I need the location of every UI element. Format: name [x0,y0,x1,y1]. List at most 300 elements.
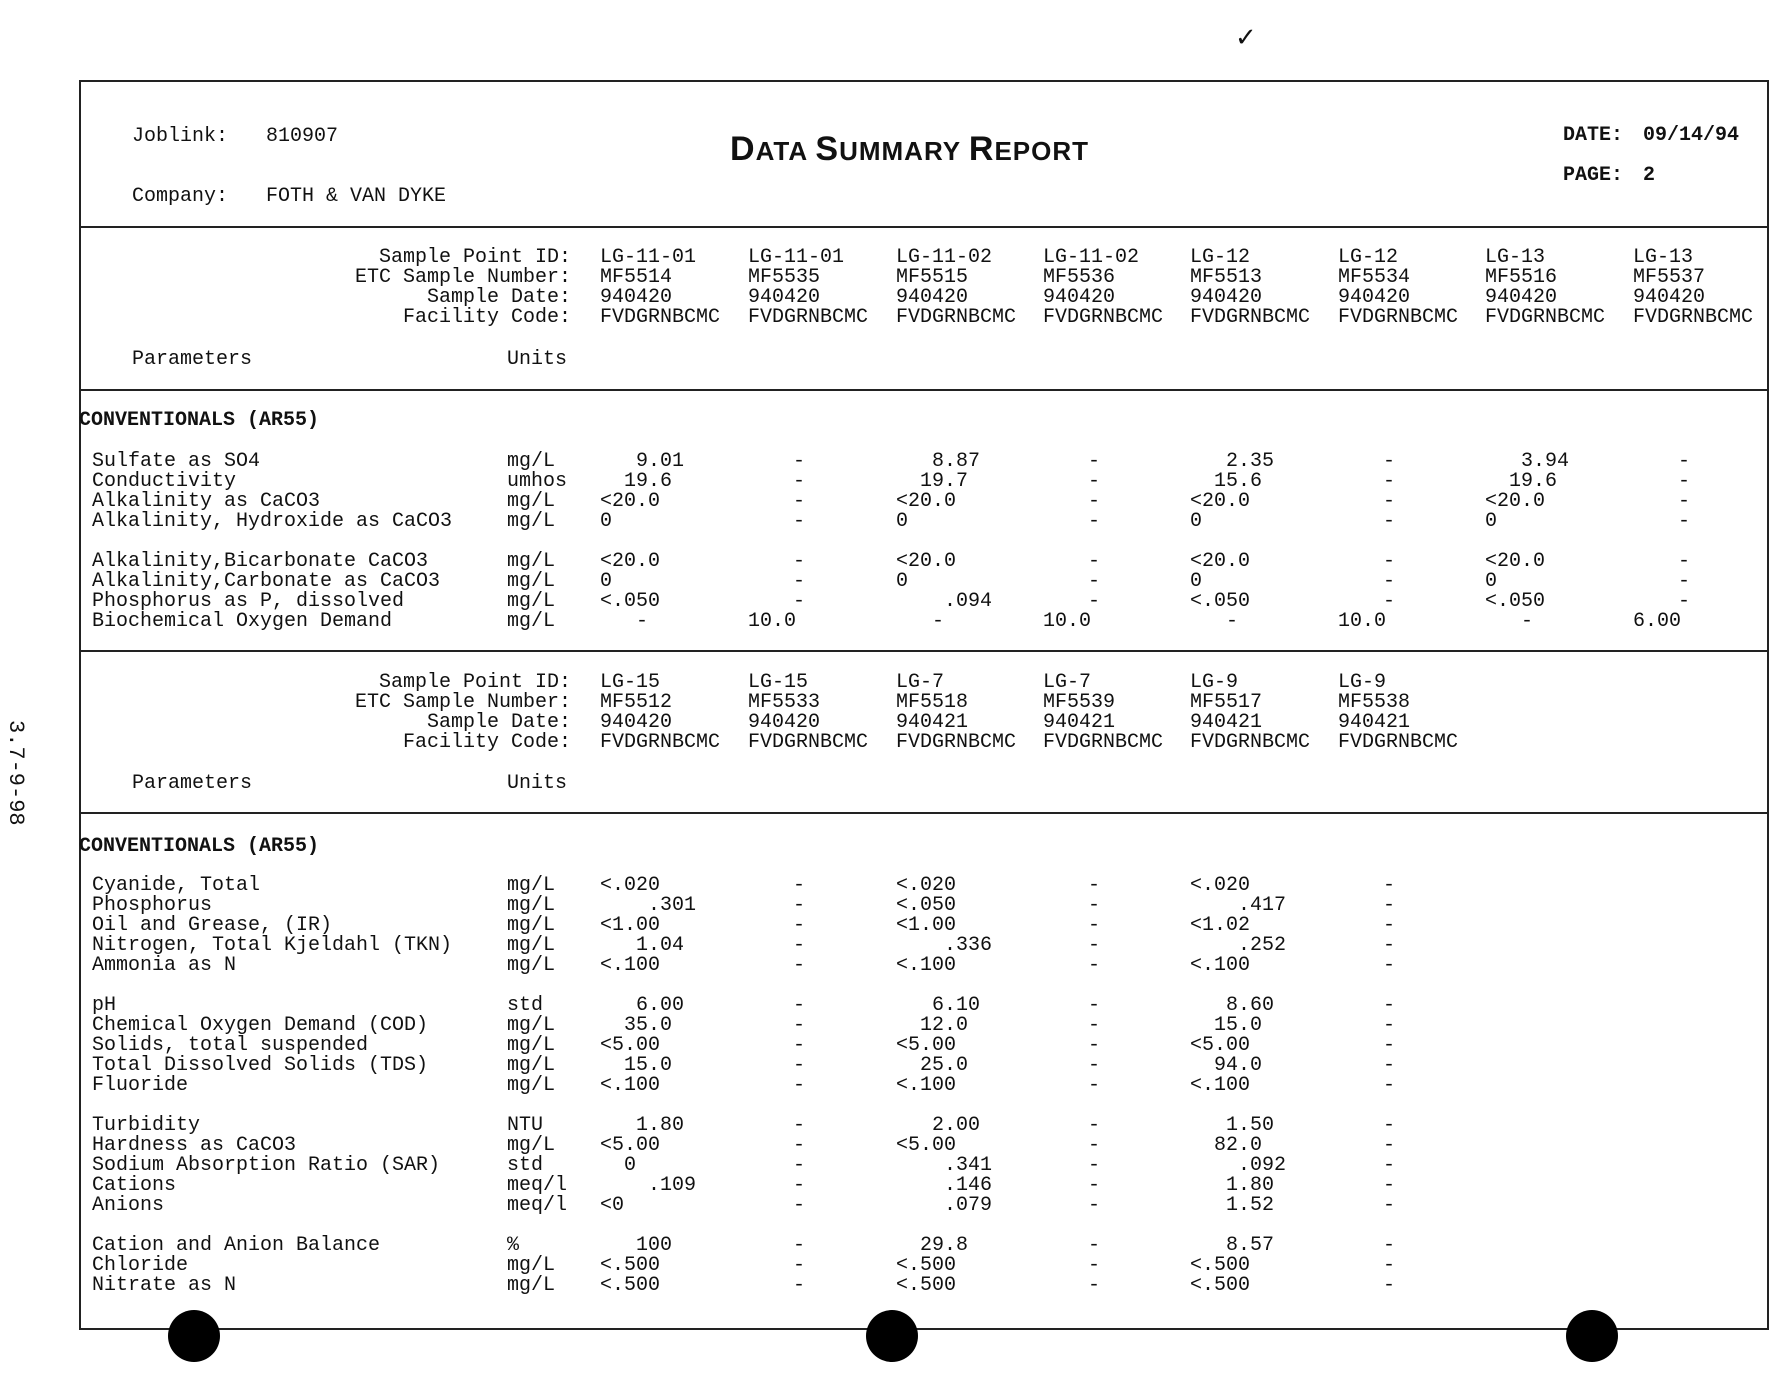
sample-date: 940420 [748,711,821,734]
result-value: - [1383,490,1396,513]
parameters-header: Parameters [132,348,253,371]
result-value: 15.0 [600,1054,673,1077]
result-value: <.050 [896,894,957,917]
result-value: - [793,1274,806,1297]
parameter-name: Phosphorus as P, dissolved [92,590,405,613]
result-value: - [1383,1054,1396,1077]
parameter-unit: mg/L [507,1014,556,1037]
parameter-unit: mg/L [507,510,556,533]
result-value: - [1383,1174,1396,1197]
etc-sample-number: MF5517 [1190,691,1263,714]
result-value: - [1088,1254,1101,1277]
date-label: DATE: [1563,124,1624,147]
units-header: Units [507,772,568,795]
result-value: 100 [600,1234,673,1257]
result-value: <.500 [1190,1274,1251,1297]
result-value: 0 [1485,510,1498,533]
sample-date-label: Sample Date: [426,286,571,309]
result-value: - [793,590,806,613]
parameter-unit: mg/L [507,1034,556,1057]
result-value: - [896,610,945,633]
parameter-unit: NTU [507,1114,544,1137]
result-value: - [1088,994,1101,1017]
result-value: - [1088,470,1101,493]
sample-point-id: LG-12 [1190,246,1251,269]
result-value: 2.00 [896,1114,981,1137]
result-value: .109 [600,1174,697,1197]
parameter-name: Biochemical Oxygen Demand [92,610,393,633]
result-value: .094 [896,590,993,613]
result-value: - [1088,954,1101,977]
result-value: <20.0 [896,550,957,573]
parameter-name: Alkalinity as CaCO3 [92,490,321,513]
result-value: <20.0 [600,490,661,513]
result-value: - [793,570,806,593]
parameter-unit: mg/L [507,954,556,977]
result-value: .146 [896,1174,993,1197]
result-value: - [1088,1154,1101,1177]
result-value: - [1383,470,1396,493]
date-value: 09/14/94 [1643,124,1740,147]
parameter-name: Sodium Absorption Ratio (SAR) [92,1154,441,1177]
result-value: - [793,1234,806,1257]
result-value: - [793,510,806,533]
parameter-name: Sulfate as SO4 [92,450,261,473]
result-value: 35.0 [600,1014,673,1037]
parameter-unit: meq/l [507,1174,568,1197]
company-value: FOTH & VAN DYKE [266,185,447,208]
result-value: 25.0 [896,1054,969,1077]
parameter-unit: mg/L [507,1074,556,1097]
result-value: 1.50 [1190,1114,1275,1137]
result-value: <.100 [600,954,661,977]
result-value: - [1088,1054,1101,1077]
result-value: .417 [1190,894,1287,917]
units-header: Units [507,348,568,371]
result-value: - [793,874,806,897]
sample-point-id: LG-11-02 [896,246,993,269]
result-value: .092 [1190,1154,1287,1177]
etc-sample-number: MF5514 [600,266,673,289]
result-value: <.500 [1190,1254,1251,1277]
result-value: <20.0 [896,490,957,513]
result-value: 19.6 [600,470,673,493]
parameter-name: Anions [92,1194,165,1217]
sample-point-id: LG-7 [1043,671,1092,694]
sample-date: 940420 [1485,286,1558,309]
result-value: - [793,1114,806,1137]
etc-sample-number: MF5537 [1633,266,1706,289]
parameter-unit: mg/L [507,1134,556,1157]
result-value: <.100 [600,1074,661,1097]
result-value: <20.0 [1190,550,1251,573]
sample-point-id: LG-11-01 [600,246,697,269]
result-value: - [793,550,806,573]
page-value: 2 [1643,164,1656,187]
result-value: <.500 [600,1254,661,1277]
pen-mark: ✓ [1235,22,1257,52]
result-value: 0 [1485,570,1498,593]
parameter-unit: mg/L [507,610,556,633]
result-value: - [1383,450,1396,473]
result-value: <.500 [600,1274,661,1297]
parameter-unit: mg/L [507,570,556,593]
result-value: - [1383,954,1396,977]
result-value: 94.0 [1190,1054,1263,1077]
facility-code: FVDGRNBCMC [1338,306,1459,329]
etc-sample-number: MF5512 [600,691,673,714]
result-value: <20.0 [600,550,661,573]
result-value: - [1678,550,1691,573]
result-value: 1.04 [600,934,685,957]
result-value: 0 [896,510,909,533]
result-value: - [793,1194,806,1217]
result-value: 10.0 [1043,610,1092,633]
result-value: - [1088,1014,1101,1037]
parameter-unit: % [507,1234,520,1257]
result-value: - [1383,1234,1396,1257]
sample-date: 940420 [1338,286,1411,309]
facility-code: FVDGRNBCMC [1338,731,1459,754]
result-value: - [793,1254,806,1277]
parameter-name: pH [92,994,117,1017]
parameter-name: Alkalinity,Bicarbonate CaCO3 [92,550,429,573]
result-value: 15.0 [1190,1014,1263,1037]
result-value: - [1088,490,1101,513]
result-value: - [1088,934,1101,957]
section-heading: CONVENTIONALS (AR55) [79,835,320,858]
parameter-name: Cation and Anion Balance [92,1234,381,1257]
result-value: - [793,1134,806,1157]
parameter-name: Turbidity [92,1114,201,1137]
parameter-unit: mg/L [507,934,556,957]
result-value: - [793,1054,806,1077]
result-value: <.050 [600,590,661,613]
result-value: <20.0 [1485,550,1546,573]
parameter-unit: mg/L [507,874,556,897]
sample-point-id: LG-7 [896,671,945,694]
result-value: .301 [600,894,697,917]
sample-date: 940421 [896,711,969,734]
result-value: 8.60 [1190,994,1275,1017]
result-value: <5.00 [600,1134,661,1157]
result-value: - [1088,1234,1101,1257]
result-value: - [1383,1074,1396,1097]
parameter-unit: mg/L [507,590,556,613]
result-value: - [1088,510,1101,533]
etc-sample-number: MF5534 [1338,266,1411,289]
result-value: - [1088,1174,1101,1197]
result-value: <5.00 [896,1034,957,1057]
etc-sample-number: MF5536 [1043,266,1116,289]
sample-point-id: LG-15 [600,671,661,694]
result-value: - [1383,590,1396,613]
result-value: <.100 [1190,1074,1251,1097]
result-value: - [1088,874,1101,897]
parameter-unit: mg/L [507,490,556,513]
parameter-name: Oil and Grease, (IR) [92,914,333,937]
result-value: - [1088,1194,1101,1217]
result-value: - [1088,1114,1101,1137]
result-value: - [1383,1194,1396,1217]
result-value: 0 [600,570,613,593]
parameter-name: Solids, total suspended [92,1034,369,1057]
result-value: - [1678,470,1691,493]
sample-date: 940421 [1338,711,1411,734]
sample-date: 940420 [1633,286,1706,309]
result-value: - [793,450,806,473]
result-value: .336 [896,934,993,957]
etc-sample-number: MF5539 [1043,691,1116,714]
sample-point-id: LG-13 [1633,246,1694,269]
etc-sample-number: MF5535 [748,266,821,289]
parameter-name: Nitrogen, Total Kjeldahl (TKN) [92,934,453,957]
parameter-unit: meq/l [507,1194,568,1217]
facility-code: FVDGRNBCMC [1043,306,1164,329]
parameter-name: Total Dissolved Solids (TDS) [92,1054,429,1077]
result-value: .341 [896,1154,993,1177]
columns-rule-2 [79,812,1769,814]
result-value: - [1678,590,1691,613]
result-value: - [1383,1014,1396,1037]
sample-date: 940420 [1190,286,1263,309]
result-value: 15.6 [1190,470,1263,493]
facility-code: FVDGRNBCMC [600,306,721,329]
sample-point-id-label: Sample Point ID: [378,671,571,694]
result-value: 6.00 [600,994,685,1017]
result-value: 0 [896,570,909,593]
facility-code: FVDGRNBCMC [748,731,869,754]
report-title: DATA SUMMARY REPORT [730,130,1090,168]
facility-code: FVDGRNBCMC [896,731,1017,754]
result-value: - [793,1174,806,1197]
result-value: <5.00 [600,1034,661,1057]
sample-point-id: LG-9 [1338,671,1387,694]
result-value: 0 [600,1154,637,1177]
sample-date: 940421 [1043,711,1116,734]
columns-rule-1 [79,389,1769,391]
etc-sample-number: MF5515 [896,266,969,289]
result-value: - [793,894,806,917]
result-value: - [1678,570,1691,593]
header-rule [79,226,1769,228]
parameter-name: Conductivity [92,470,237,493]
facility-code: FVDGRNBCMC [1633,306,1754,329]
result-value: - [1678,490,1691,513]
parameter-name: Ammonia as N [92,954,237,977]
sample-point-id-label: Sample Point ID: [378,246,571,269]
parameter-name: Chloride [92,1254,189,1277]
result-value: - [1088,1274,1101,1297]
result-value: 82.0 [1190,1134,1263,1157]
result-value: 3.94 [1485,450,1570,473]
result-value: .079 [896,1194,993,1217]
sample-point-id: LG-11-01 [748,246,845,269]
facility-code: FVDGRNBCMC [600,731,721,754]
result-value: - [793,1074,806,1097]
parameter-unit: mg/L [507,894,556,917]
sample-point-id: LG-15 [748,671,809,694]
result-value: - [1383,894,1396,917]
binder-hole-left [168,1310,220,1362]
facility-code: FVDGRNBCMC [748,306,869,329]
result-value: <.020 [896,874,957,897]
block-divider [79,650,1769,652]
facility-code: FVDGRNBCMC [1043,731,1164,754]
result-value: - [1383,1254,1396,1277]
parameter-name: Alkalinity,Carbonate as CaCO3 [92,570,441,593]
sample-date: 940420 [1043,286,1116,309]
joblink-label: Joblink: [132,125,229,148]
result-value: - [1383,1114,1396,1137]
sample-point-id: LG-11-02 [1043,246,1140,269]
result-value: - [1088,590,1101,613]
result-value: - [1088,1074,1101,1097]
facility-code: FVDGRNBCMC [1485,306,1606,329]
parameters-header: Parameters [132,772,253,795]
result-value: - [793,1014,806,1037]
sample-date: 940420 [600,711,673,734]
parameter-unit: mg/L [507,550,556,573]
parameter-name: Alkalinity, Hydroxide as CaCO3 [92,510,453,533]
result-value: <1.00 [600,914,661,937]
result-value: 0 [1190,570,1203,593]
result-value: 9.01 [600,450,685,473]
result-value: - [1678,510,1691,533]
result-value: - [1383,1274,1396,1297]
result-value: - [1678,450,1691,473]
result-value: 2.35 [1190,450,1275,473]
result-value: 6.10 [896,994,981,1017]
result-value: <.100 [896,954,957,977]
result-value: - [1088,570,1101,593]
facility-code: FVDGRNBCMC [1190,731,1311,754]
result-value: - [1383,914,1396,937]
result-value: 1.80 [600,1114,685,1137]
parameter-name: Fluoride [92,1074,189,1097]
result-value: - [793,994,806,1017]
result-value: - [600,610,649,633]
facility-code-label: Facility Code: [402,306,571,329]
sample-point-id: LG-9 [1190,671,1239,694]
result-value: - [1383,510,1396,533]
result-value: 10.0 [748,610,797,633]
result-value: 1.52 [1190,1194,1275,1217]
parameter-name: Nitrate as N [92,1274,237,1297]
parameter-unit: std [507,1154,544,1177]
result-value: <1.00 [896,914,957,937]
etc-sample-number: MF5516 [1485,266,1558,289]
result-value: <.500 [896,1274,957,1297]
binder-hole-center [866,1310,918,1362]
result-value: - [1383,994,1396,1017]
parameter-unit: mg/L [507,914,556,937]
result-value: <.100 [896,1074,957,1097]
parameter-unit: mg/L [507,450,556,473]
result-value: 0 [1190,510,1203,533]
parameter-unit: std [507,994,544,1017]
result-value: - [1088,450,1101,473]
parameter-name: Cations [92,1174,177,1197]
etc-sample-number: MF5513 [1190,266,1263,289]
result-value: - [1088,1034,1101,1057]
result-value: - [1088,1134,1101,1157]
result-value: <.100 [1190,954,1251,977]
result-value: - [1088,914,1101,937]
result-value: <.050 [1190,590,1251,613]
parameter-unit: mg/L [507,1054,556,1077]
result-value: - [793,934,806,957]
etc-sample-number: MF5518 [896,691,969,714]
result-value: - [1088,894,1101,917]
result-value: 19.7 [896,470,969,493]
result-value: <0 [600,1194,625,1217]
result-value: <1.02 [1190,914,1251,937]
sample-date: 940420 [600,286,673,309]
parameter-name: Chemical Oxygen Demand (COD) [92,1014,429,1037]
result-value: 0 [600,510,613,533]
parameter-name: Hardness as CaCO3 [92,1134,297,1157]
parameter-unit: mg/L [507,1274,556,1297]
top-rule [79,80,1769,82]
section-heading: CONVENTIONALS (AR55) [79,409,320,432]
result-value: 29.8 [896,1234,969,1257]
result-value: - [1383,550,1396,573]
page-label: PAGE: [1563,164,1624,187]
result-value: - [1383,874,1396,897]
facility-code: FVDGRNBCMC [896,306,1017,329]
result-value: <.500 [896,1254,957,1277]
result-value: <5.00 [896,1134,957,1157]
parameter-name: Cyanide, Total [92,874,261,897]
sample-date: 940420 [896,286,969,309]
binder-hole-right [1566,1310,1618,1362]
sample-point-id: LG-12 [1338,246,1399,269]
parameter-name: Phosphorus [92,894,213,917]
result-value: <.020 [600,874,661,897]
result-value: .252 [1190,934,1287,957]
result-value: - [793,954,806,977]
result-value: 8.57 [1190,1234,1275,1257]
result-value: - [1383,570,1396,593]
result-value: <20.0 [1485,490,1546,513]
result-value: 10.0 [1338,610,1387,633]
result-value: 6.00 [1633,610,1682,633]
result-value: <.050 [1485,590,1546,613]
result-value: - [793,1154,806,1177]
facility-code: FVDGRNBCMC [1190,306,1311,329]
result-value: - [1088,550,1101,573]
etc-sample-number-label: ETC Sample Number: [354,266,571,289]
etc-sample-number-label: ETC Sample Number: [354,691,571,714]
result-value: - [793,914,806,937]
sample-date-label: Sample Date: [426,711,571,734]
parameter-unit: mg/L [507,1254,556,1277]
result-value: 8.87 [896,450,981,473]
result-value: <5.00 [1190,1034,1251,1057]
result-value: <20.0 [1190,490,1251,513]
result-value: - [1190,610,1239,633]
parameter-unit: umhos [507,470,568,493]
margin-handwritten-note: 3.7-9-98 [3,720,28,826]
result-value: 1.80 [1190,1174,1275,1197]
result-value: - [1383,1154,1396,1177]
etc-sample-number: MF5538 [1338,691,1411,714]
etc-sample-number: MF5533 [748,691,821,714]
sample-date: 940420 [748,286,821,309]
result-value: 12.0 [896,1014,969,1037]
result-value: - [793,1034,806,1057]
